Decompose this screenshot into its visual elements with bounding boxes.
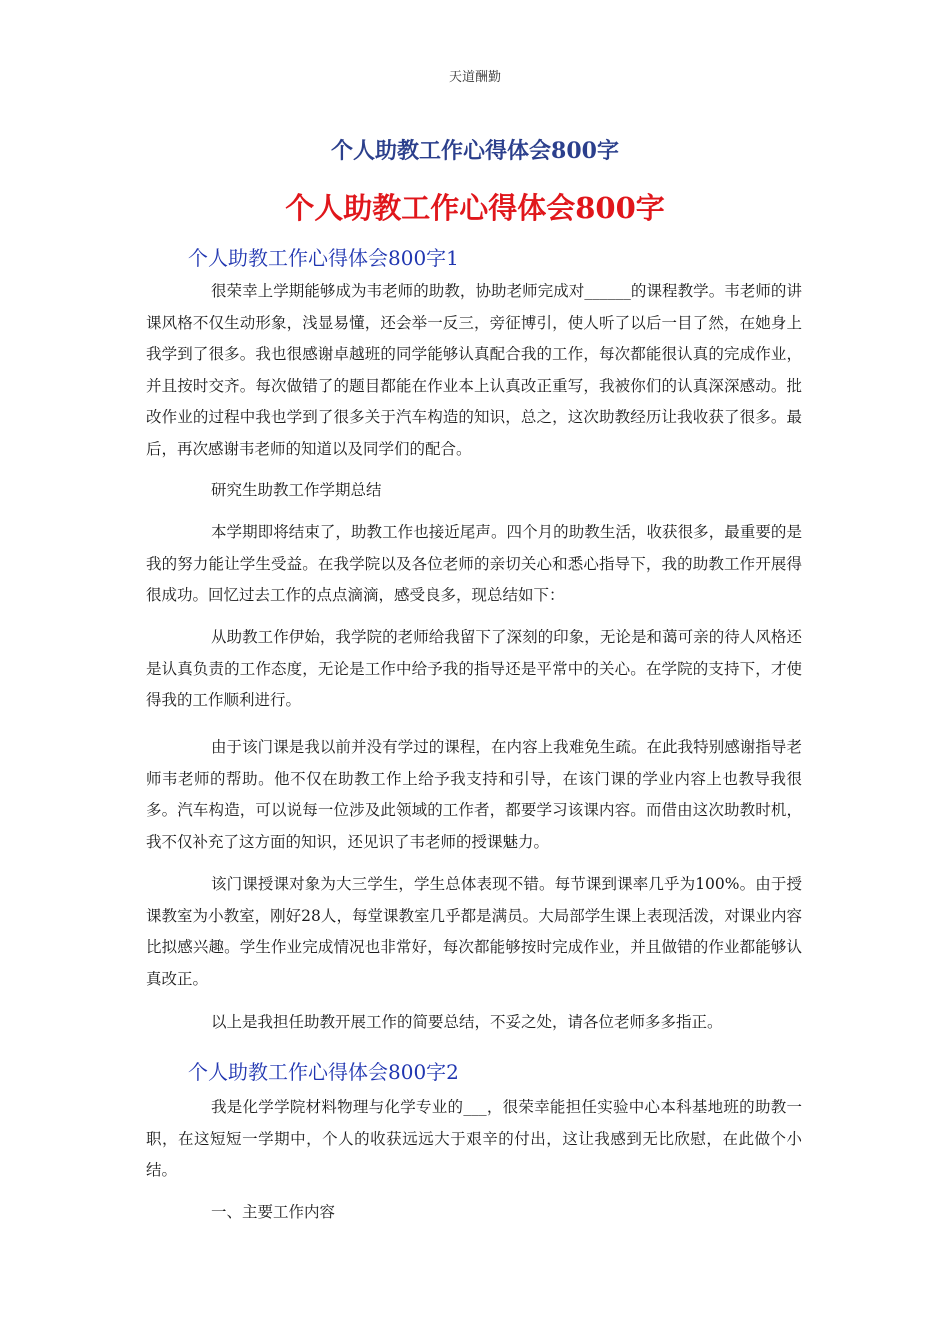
document-main-title: 个人助教工作心得体会800字 [285,191,665,225]
section-heading-2: 个人助教工作心得体会800字2 [188,1060,459,1084]
paragraph-subtitle: 研究生助教工作学期总结 [211,481,382,499]
paragraph: 由于该门课是我以前并没有学过的课程，在内容上我难免生疏。在此我特别感谢指导老师韦老师的帮助。他不仅在助教工作上给予我支持和引导，在该门课的学业内容上也教导我很多。汽车构造，可以说每一位涉及此领域的工作者，都要学习该课内容。而借由这次助教时机，我不仅补充了这方面的知识，还见识了韦老师的授课魅力。 [146,738,802,851]
paragraph: 很荣幸上学期能够成为韦老师的助教，协助老师完成对______的课程教学。韦老师的讲课风格不仅生动形象，浅显易懂，还会举一反三，旁征博引，使人听了以后一目了然，在她身上我学到了很多。我也很感谢卓越班的同学能够认真配合我的工作，每次都能很认真的完成作业，并且按时交齐。每次做错了的题目都能在作业本上认真改正重写，我被你们的认真深深感动。批改作业的过程中我也学到了很多关于汽车构造的知识，总之，这次助教经历让我收获了很多。最后，再次感谢韦老师的知道以及同学们的配合。 [146,282,802,458]
paragraph: 以上是我担任助教开展工作的简要总结，不妥之处，请各位老师多多指正。 [211,1013,723,1031]
paragraph: 从助教工作伊始，我学院的老师给我留下了深刻的印象，无论是和蔼可亲的待人风格还是认真负责的工作态度，无论是工作中给予我的指导还是平常中的关心。在学院的支持下，才使得我的工作顺利进行。 [146,628,802,709]
paragraph-subheading: 一、主要工作内容 [211,1203,336,1221]
section-heading-1: 个人助教工作心得体会800字1 [188,246,459,270]
document-title: 个人助教工作心得体会800字 [331,138,619,164]
paragraph: 该门课授课对象为大三学生，学生总体表现不错。每节课到课率几乎为100%。由于授课教室为小教室，刚好28人，每堂课教室几乎都是满员。大局部学生课上表现活泼，对课业内容比拟感兴趣。学生作业完成情况也非常好，每次都能够按时完成作业，并且做错的作业都能够认真改正。 [146,875,802,988]
paragraph: 我是化学学院材料物理与化学专业的___，很荣幸能担任实验中心本科基地班的助教一职，在这短短一学期中，个人的收获远远大于艰辛的付出，这让我感到无比欣慰，在此做个小结。 [146,1098,802,1179]
paragraph: 本学期即将结束了，助教工作也接近尾声。四个月的助教生活，收获很多，最重要的是我的努力能让学生受益。在我学院以及各位老师的亲切关心和悉心指导下，我的助教工作开展得很成功。回忆过去工作的点点滴滴，感受良多，现总结如下： [146,523,802,604]
page-header: 天道酬勤 [448,70,501,85]
